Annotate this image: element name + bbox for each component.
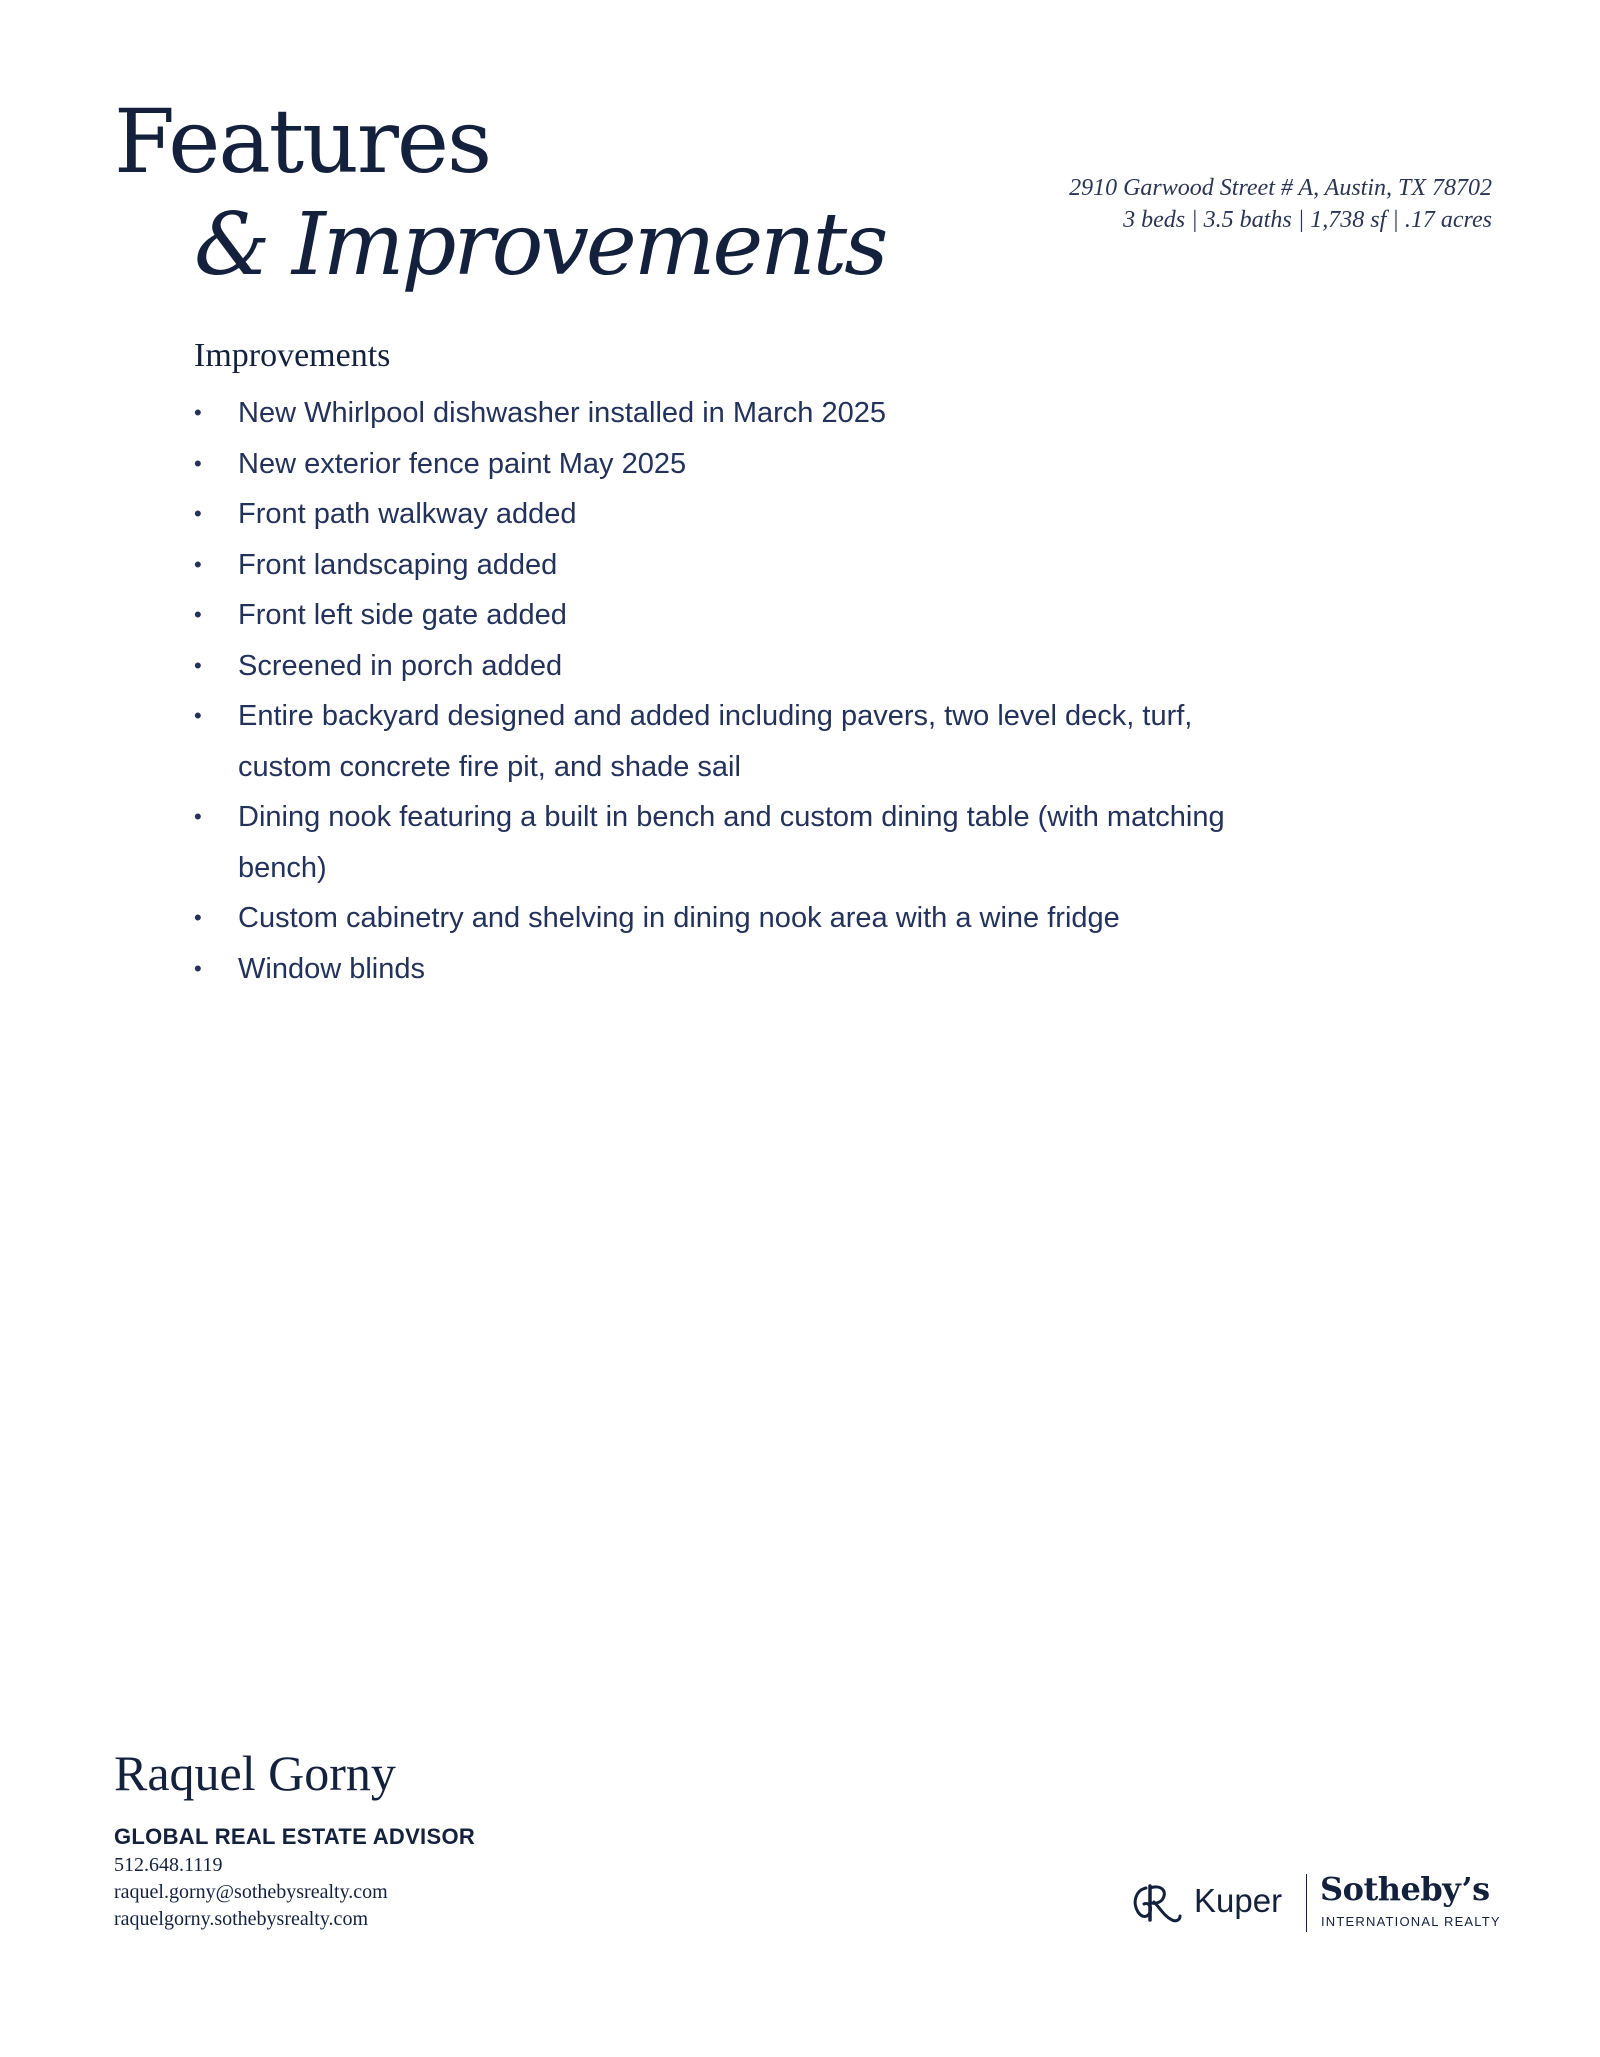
improvements-section <box>194 336 1294 994</box>
list-item <box>194 691 1238 792</box>
list-item <box>194 540 1238 591</box>
bullet-icon: • <box>194 955 202 981</box>
list-item <box>194 489 1238 540</box>
bullet-icon: • <box>194 602 202 627</box>
agent-title: GLOBAL REAL ESTATE ADVISOR <box>114 1824 476 1849</box>
bullet-icon: • <box>194 905 202 930</box>
section-heading: Improvements <box>194 337 391 374</box>
bullet-icon: • <box>194 652 202 678</box>
list-item-text: Window blinds <box>238 952 425 985</box>
list-item-text: Entire backyard designed and added including pavers, two level deck, turf, custom concrete fire pit, and shade sail <box>238 700 1193 783</box>
bullet-icon: • <box>194 551 202 577</box>
page-subtitle: & Improvements <box>194 195 886 295</box>
bullet-icon: • <box>194 450 202 476</box>
list-item-text: Front landscaping added <box>238 548 558 581</box>
bullet-icon: • <box>194 804 202 829</box>
list-item-text: Dining nook featuring a built in bench and custom dining table (with matching bench) <box>238 801 1225 884</box>
page-title: Features <box>114 90 491 193</box>
list-item <box>194 792 1238 893</box>
agent-email[interactable]: raquel.gorny@sothebysrealty.com <box>114 1881 388 1903</box>
property-address: 2910 Garwood Street # A, Austin, TX 78702 <box>1069 175 1492 201</box>
list-item-text: Custom cabinetry and shelving in dining nook area with a wine fridge <box>238 902 1120 934</box>
list-item <box>194 893 1238 944</box>
agent-website[interactable]: raquelgorny.sothebysrealty.com <box>114 1908 368 1930</box>
property-details: 3 beds | 3.5 baths | 1,738 sf | .17 acres <box>1123 207 1492 233</box>
agent-phone[interactable]: 512.648.1119 <box>114 1854 223 1876</box>
bullet-icon: • <box>194 400 202 425</box>
agent-name: Raquel Gorny <box>114 1745 396 1801</box>
list-item-text: New exterior fence paint May 2025 <box>238 447 687 480</box>
sothebys-subtitle: INTERNATIONAL REALTY <box>1321 1914 1501 1929</box>
property-info <box>1069 172 1492 236</box>
kuper-wordmark: Kuper <box>1194 1882 1283 1919</box>
list-item <box>194 388 1238 439</box>
list-item <box>194 439 1238 490</box>
list-item-text: New Whirlpool dishwasher installed in March 2025 <box>238 397 886 429</box>
improvements-list <box>194 388 1294 994</box>
bullet-icon: • <box>194 703 202 728</box>
agent-contact <box>114 1852 388 1933</box>
list-item-text: Screened in porch added <box>238 649 563 682</box>
kuper-monogram-icon <box>1128 1880 1184 1926</box>
list-item-text: Front left side gate added <box>238 599 567 631</box>
list-item <box>194 944 1238 995</box>
bullet-icon: • <box>194 501 202 526</box>
sothebys-wordmark: Sotheby’s <box>1320 1870 1490 1908</box>
list-item-text: Front path walkway added <box>238 498 577 530</box>
list-item <box>194 641 1238 692</box>
list-item <box>194 590 1238 641</box>
brand-logo <box>1128 1868 1501 1938</box>
brand-divider <box>1306 1874 1307 1932</box>
